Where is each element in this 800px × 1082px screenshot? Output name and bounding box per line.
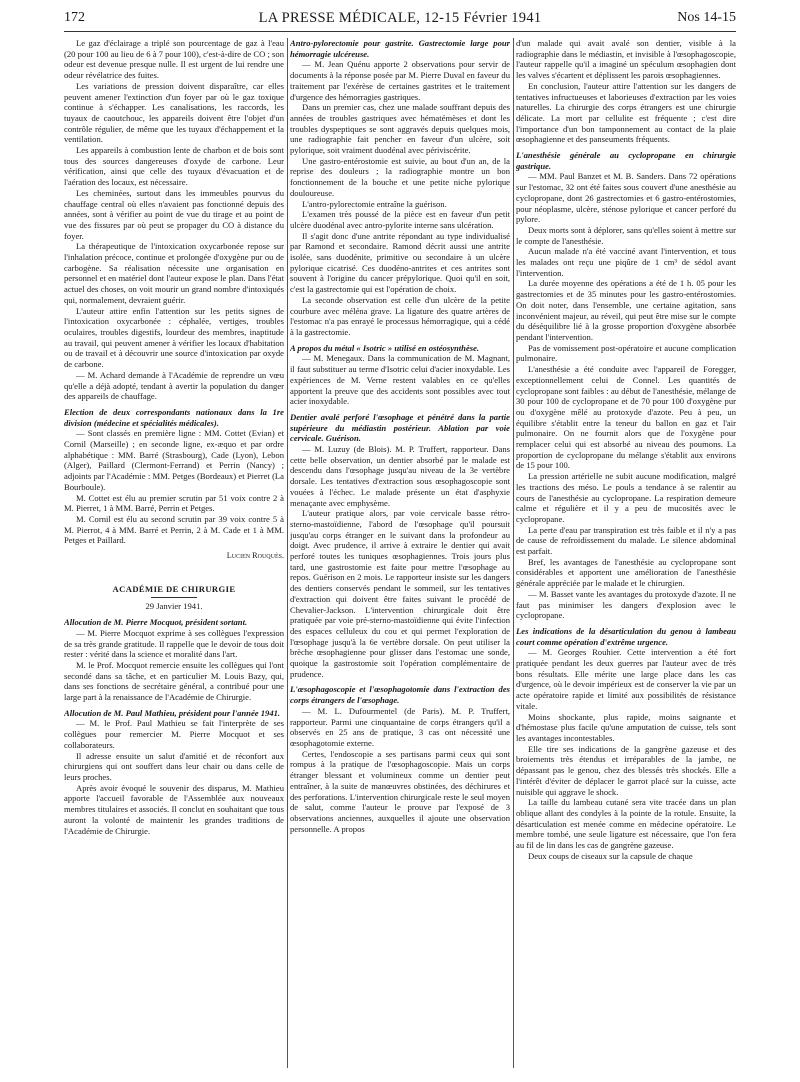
article-heading: Election de deux correspondants nationaux dans la 1re division (médecine et spécialités médicales). [64, 406, 284, 428]
paragraph: Le gaz d'éclairage a triplé son pourcentage de gaz à l'eau (20 pour 100 au lieu de 6 à 7 pour 100), c'est-à-dire de CO ; son odeur est devenue presque nulle. Il est urgent de lui rendre une odeur révélatrice des fuites. [64, 38, 284, 81]
journal-title: LA PRESSE MÉDICALE, 12-15 Février 1941 [258, 10, 542, 26]
paragraph: Aucun malade n'a été vacciné avant l'intervention, et tous les malades ont reçu une piqûre de 1 cm³ de sédol avant l'intervention. [516, 246, 736, 278]
paragraph: — M. Achard demande à l'Académie de reprendre un vœu qu'elle a déjà adopté, tendant à avertir la population du danger des appareils de chauffage. [64, 369, 284, 402]
issue-numbers: Nos 14-15 [677, 10, 736, 25]
column-middle [290, 38, 510, 1068]
paragraph: — Sont classés en première ligne : MM. Cottet (Evian) et Cornil (Marseille) ; en seconde ligne, ex-æquo et par ordre alphabétique : MM. Barré (Strasbourg), Cade (Lyon), Lebon (Alger), Paillard (Clermont-Ferrand) et Perrin (Nancy) ; adjoints par l'Académie : MM. Petges (Bordeaux) et Pierret (La Bourboule). [64, 428, 284, 492]
paragraph: M. Cornil est élu au second scrutin par 39 voix contre 5 à M. Pierrot, 4 à MM. Barré et Perrin, 2 à M. Cade et 1 à MM. Petges et Paillard. [64, 513, 284, 546]
article-heading: A propos du métal « Isotric » utilisé en ostéosynthèse. [290, 342, 480, 353]
column-rule [513, 38, 514, 1068]
paragraph: — M. Luzuy (de Blois). M. P. Truffert, rapporteur. Dans cette belle observation, un dentier absorbé par le malade est descendu dans l'œsophage jusqu'au niveau de la 3e vertèbre dorsale. Les tentatives d'extraction sous œsophagoscopie sont vouées à l'échec. Le malade présente un état d'asphyxie menaçante avec emphysème. [290, 444, 510, 508]
paragraph: d'un malade qui avait avalé son dentier, visible à la radiographie dans le médiastin, et invisible à l'œsophagoscopie, l'auteur rappelle qu'il a imaginé un spéculum œsophagien dont les valves s'écartent et déplissent les parois œsophagiennes. [516, 38, 736, 81]
article-heading: Antro-pylorectomie pour gastrite. Gastrectomie large pour hémorragie ulcéreuse. [290, 38, 510, 59]
paragraph: Les appareils à combustion lente de charbon et de bois sont tous des sources dangereuses d'oxyde de carbone. Leur vérification, ainsi que celle des tuyaux d'évacuation et de l'aération des locaux, est nécessaire. [64, 145, 284, 188]
article-heading: Les indications de la désarticulation du genou à lambeau court comme opération d'extrême urgence. [516, 625, 736, 647]
paragraph: — M. L. Dufourmentel (de Paris). M. P. Truffert, rapporteur. Parmi une cinquantaine de corps étrangers qu'il a observés en 25 ans de pratique, 3 cas ont nécessité une œsophagotomie externe. [290, 705, 510, 748]
section-date: 29 Janvier 1941. [145, 601, 203, 612]
article-heading: Allocution de M. Pierre Mocquot, président sortant. [64, 617, 248, 628]
paragraph: Il s'agit donc d'une antrite répondant au type individualisé par Ramond et secondaire. Ramond décrit aussi une antrite isolée, sans duodénite, primitive ou secondaire à un ulcère pylorique cicatrisé. Ces duodéno-antrites et ces antrites sont souvent à l'origine du cancer prépylorique. Quoi qu'il en soit, c'est la gastrectomie qui est l'opération de choix. [290, 230, 510, 295]
paragraph: La durée moyenne des opérations a été de 1 h. 05 pour les gastrectomies et de 35 minutes pour les gastro-entérostomies. On doit noter, dans l'ensemble, une certaine agitation, sans inconvénient majeur, au réveil, qui peut être mise sur le compte du déséquilibre lié à la grosse proportion d'oxygène absorbée pendant l'intervention. [516, 278, 736, 342]
article-heading: L'anesthésie générale au cyclopropane en chirurgie gastrique. [516, 150, 736, 171]
paragraph: Bref, les avantages de l'anesthésie au cyclopropane sont considérables et apportent une amélioration de l'anesthésie générale appréciée par le malade et le chirurgien. [516, 556, 736, 589]
paragraph: L'anesthésie a été conduite avec l'appareil de Foregger, exceptionnellement celui de Connel. Les quantités de cyclopropane sont faibles : au début de l'anesthésie, mélange de 30 pour 100 de cyclopropane et de 70 pour 100 d'oxygène pur ou d'oxygène mêlé au protoxyde d'azote. Peu à peu, un équilibre s'établit entre la teneur du ballon en gaz et l'air pulmonaire. On ne fournit alors que de l'oxygène pour remplacer celui qui est absorbé au niveau des poumons. La proportion de cyclopropane du mélange s'établit aux environs de 15 pour 100. [516, 364, 736, 471]
paragraph: En conclusion, l'auteur attire l'attention sur les dangers de tentatives infructueuses et laborieuses d'extraction par les voies naturelles. La chirurgie des corps étrangers est une chirurgie délicate. La mort par cellulite est fréquente ; c'est dire l'importance d'un bon tamponnement au contact de la plaie œsophagienne et des panseuments fréquents. [516, 80, 736, 145]
paragraph: Certes, l'endoscopie a ses partisans parmi ceux qui sont rompus à la pratique de l'œsophagoscopie. Mais un corps étranger blessant et volumineux comme un dentier peut entraîner, à la suite de manœuvres obstinées, des déchirures et des perforations. L'intervention chirurgicale reste le seul moyen de salut, comme l'auteur le prouve par l'exposé de 3 observations anciennes, auxquelles il ajoute une observation personnelle. A propos [290, 748, 510, 834]
paragraph: L'auteur pratique alors, par voie cervicale basse rétro-sterno-mastoïdienne, l'abord de l'œsophage qu'il poursuit jusqu'au corps étranger en le suivant dans la profondeur au doigt. Avec prudence, il arrive à extraire le dentier qui avait perforé toutes les tuniques œsophagiennes. Trois jours plus tard, une gastrostomie est faite pour mettre l'œsophage au repos. Guérison en 2 mois. Le rapporteur insiste sur les dangers des dentiers conservés pendant le sommeil, sur les tentatives d'extraction qui doivent être faites suivant le procédé de Chevalier-Jackson. L'intervention chirurgicale doit être pratiquée par voie pré-sterno-mastoïdienne qui évite l'infection des espaces celluleux du cou et qui permet l'exploration de l'œsophage jusqu'à la 6e vertèbre dorsale. On peut utiliser la brèche œsophagienne pour glisser dans l'estomac une sonde, quoique la gastrostomie soit l'opération complémentaire de prudence. [290, 508, 510, 679]
paragraph: — MM. Paul Banzet et M. B. Sanders. Dans 72 opérations sur l'estomac, 32 ont été faites sous couvert d'une anesthésie au cyclopropane, dont 26 gastrectomies et 6 gastro-entérostomies, pour néoplasme, ulcère, sténose pylorique et cancer perforé du pylore. [516, 171, 736, 225]
article-heading: Dentier avalé perforé l'œsophage et pénétré dans la partie supérieure du médiastin postérieur. Ablation par voie cervicale. Guérison. [290, 411, 510, 444]
column-right [516, 38, 736, 1068]
paragraph: Elle tire ses indications de la gangrène gazeuse et des broiements très étendus et irréparables de la jambe, ne dépassant pas le genou, chez des blessés très shockés. Elle a l'intérêt d'éviter de déplacer le garrot placé sur la cuisse, acte nuisible qui aggrave le shock. [516, 743, 736, 797]
article-heading: L'œsophagoscopie et l'œsophagotomie dans l'extraction des corps étrangers de l'œsophage. [290, 684, 510, 706]
paragraph: Dans un premier cas, chez une malade souffrant depuis des années de troubles gastriques avec hématémèses et dont les troubles dyspeptiques se sont aggravés depuis quelques mois, une radiographie fait pencher en faveur d'un ulcère, soit pylorique, soit vraiment duodénal avec périviscérite. [290, 102, 510, 156]
paragraph: — M. Menegaux. Dans la communication de M. Magnant, il faut substituer au terme d'Isotric celui d'acier inoxydable. Les expériences de M. Verne restent valables en ce qu'elles apportent la preuve que des accidents sont possibles avec tout acier inoxydable. [290, 353, 510, 407]
paragraph: L'antro-pylorectomie entraîne la guérison. [302, 198, 447, 209]
paragraph: Pas de vomissement post-opératoire et aucune complication pulmonaire. [516, 342, 736, 364]
paragraph: La thérapeutique de l'intoxication oxycarbonée repose sur l'inhalation précoce, continue et prolongée d'oxygène pur ou de carbogène. Sa réalisation nécessite une organisation en personnel et en matériel dont l'auteur expose le plan. Dans l'état actuel des choses, on voit mourir un grand nombre d'intoxiqués qui, normalement, devraient guérir. [64, 241, 284, 305]
paragraph: Après avoir évoqué le souvenir des disparus, M. Mathieu apporte l'accueil favorable de l'Assemblée aux nouveaux membres titulaires et associés. Il conclut en souhaitant que tous auront la volonté de maintenir les grandes traditions de l'Académie de Chirurgie. [64, 782, 284, 836]
paragraph: Les variations de pression doivent disparaître, car elles peuvent amener l'extinction d'un foyer par où le gaz toxique continue à s'échapper. Les canalisations, les raccords, les tuyaux de caoutchouc, les appareils doivent être l'objet d'un contrôle régulier, de même que les tuyaux d'échappement et la ventilation. [64, 80, 284, 145]
article-heading: Allocution de M. Paul Mathieu, président pour l'année 1941. [64, 707, 281, 718]
paragraph: — M. Jean Quénu apporte 2 observations pour servir de documents à la réponse posée par M. Pierre Duval en faveur du traitement par l'exérèse de certaines gastrites et le traitement d'urgence des hémorragies gastriques. [290, 59, 510, 102]
paragraph: L'auteur attire enfin l'attention sur les petits signes de l'intoxication oxycarbonée : céphalée, vertiges, troubles oculaires, troubles digestifs, lourdeur des membres, inaptitude au travail, qui peuvent amener à vérifier les locaux d'habitation ou de travail et à découvrir une source d'intoxication par oxyde de carbone. [64, 305, 284, 370]
paragraph: Moins shockante, plus rapide, moins saignante et d'hémostase plus facile qu'une amputation de cuisse, tels sont les avantages incontestables. [516, 711, 736, 743]
paragraph: Les cheminées, surtout dans les immeubles pourvus du chauffage central où elles n'avaient pas fonctionné depuis des années, sont à vérifier au point de vue du tirage et au point de vue des fissures par où peut se propager du CO à distance du foyer. [64, 187, 284, 241]
paragraph: Deux coups de ciseaux sur la capsule de chaque [528, 850, 693, 861]
author-signature: Lucien Rouquès. [226, 551, 284, 561]
paragraph: — M. le Prof. Paul Mathieu se fait l'interprète de ses collègues pour remercier M. Pierre Mocquot et ses collaborateurs. [64, 718, 284, 750]
paragraph: La perte d'eau par transpiration est très faible et il n'y a pas de cause de refroidissement du malade. Le silence abdominal est parfait. [516, 524, 736, 557]
paragraph: La taille du lambeau cutané sera vite tracée dans un plan oblique allant des condyles à la pointe de la rotule. Ensuite, la désarticulation est menée comme en médecine opératoire. Le membre tombé, une seule ligature est nécessaire, que l'on fera au fil de lin dans les cas de gangrène gazeuse. [516, 797, 736, 851]
paragraph: Deux morts sont à déplorer, sans qu'elles soient à mettre sur le compte de l'anesthésie. [516, 224, 736, 246]
page-header [64, 10, 736, 32]
paragraph: La pression artérielle ne subit aucune modification, malgré les tractions des méso. Le pouls a tendance à se ralentir au cours de l'anesthésie au cyclopropane. La respiration demeure calme et régulière et il y a peu de mucosités avec le cyclopropane. [516, 471, 736, 524]
section-rule [151, 597, 197, 598]
column-rule [287, 38, 288, 1068]
paragraph: — M. Basset vante les avantages du protoxyde d'azote. Il ne faut pas minimiser les dangers d'explosion avec le cyclopropane. [516, 588, 736, 621]
paragraph: L'examen très poussé de la pièce est en faveur d'un petit ulcère duodénal avec antro-pylorite interne sans ulcération. [290, 209, 510, 230]
paragraph: — M. Pierre Mocquot exprime à ses collègues l'expression de sa très grande gratitude. Il rappelle que le devoir de tous doit rester : vérité dans la science et moralité dans l'art. [64, 627, 284, 660]
column-left [64, 38, 284, 1068]
section-title: ACADÉMIE DE CHIRURGIE [112, 583, 236, 594]
paragraph: M. le Prof. Mocquot remercie ensuite les collègues qui l'ont secondé dans sa tâche, et en particulier M. Louis Bazy, qui, dans ses fonctions de secrétaire général, a contribué pour une large part à la renaissance de l'Académie de Chirurgie. [64, 659, 284, 703]
page-number: 172 [64, 10, 85, 25]
paragraph: — M. Georges Rouhier. Cette intervention a été fort pratiquée pendant les deux guerres par l'auteur avec de très bons résultats. Elle mérite une large place dans les cas d'urgence, où le devoir impérieux est de conserver la vie par un acte opératoire rapide et limité aux possibilités de résistance vitale. [516, 647, 736, 711]
paragraph: M. Cottet est élu au premier scrutin par 51 voix contre 2 à M. Pierret, 1 à MM. Barré, Perrin et Petges. [64, 492, 284, 514]
paragraph: Il adresse ensuite un salut d'amitié et de réconfort aux chirurgiens qui ont souffert dans leur chair ou dans celle de leurs proches. [64, 750, 284, 782]
paragraph: Une gastro-entérostomie est suivie, au bout d'un an, de la reprise des douleurs ; la radiographie montre un bon fonctionnement de la bouche et une petite niche pylorique douloureuse. [290, 155, 510, 198]
header-rule [64, 31, 736, 32]
paragraph: La seconde observation est celle d'un ulcère de la petite courbure avec méléna grave. La ligature des quatre artères de l'estomac n'a pas enrayé le processus hémorragique, qui a cédé à la gastrectomie. [290, 294, 510, 337]
